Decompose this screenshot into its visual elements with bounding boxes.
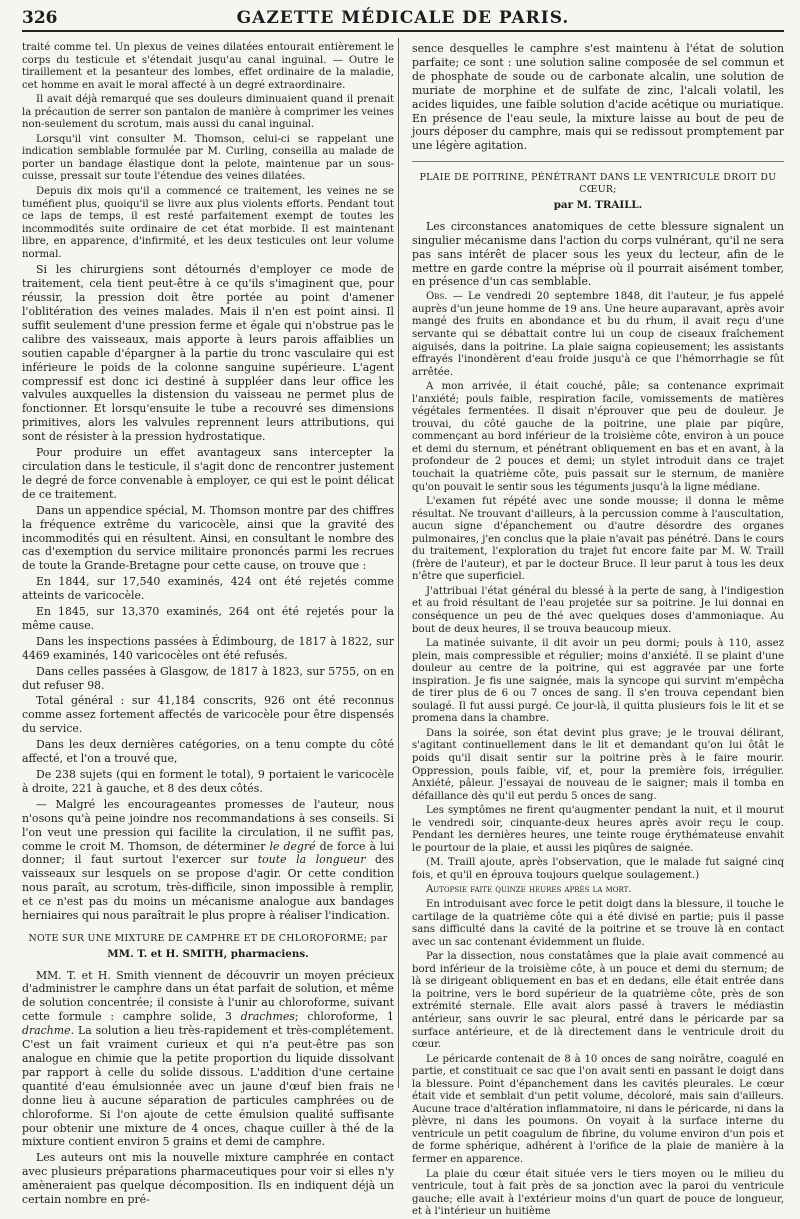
- section-author: MM. T. et H. SMITH, pharmaciens.: [107, 947, 309, 960]
- column-divider: [398, 38, 399, 1088]
- paragraph: Dans les deux dernières catégories, on a tenu compte du côté affecté, et l'on a trouvé que,: [22, 738, 394, 766]
- italic-text: toute la longueur: [257, 853, 366, 867]
- paragraph: Il avait déjà remarqué que ses douleurs diminuaient quand il prenait la précaution de serrer son pantalon de manière à comprimer les veines non-seulement du scrotum, mais aussi du canal inguinal.: [22, 94, 394, 131]
- paragraph: sence desquelles le camphre s'est maintenu à l'état de solution parfaite; ce sont : une solution saline composée de sel commun et de phosphate de soude ou de carbonate alcalin, une solution de muriate de morphine et de sulfate de zinc, l'alcali volatil, les acides liquides, une faible solution d'acide acétique ou muriatique. En présence de l'eau seule, la mixture laisse au bout de peu de jours déposer du camphre, mais qui se redissout promptement par une légère agitation.: [412, 42, 784, 153]
- paragraph: Dans celles passées à Glasgow, de 1817 à 1823, sur 5755, on en dut refuser 98.: [22, 664, 394, 692]
- paragraph: Total général : sur 41,184 conscrits, 926 ont été reconnus comme assez fortement affectés de varicocèle pour être dispensés du service.: [22, 694, 394, 736]
- paragraph: L'examen fut répété avec une sonde mousse; il donna le même résultat. Ne trouvant d'ailleurs, à la percussion comme à l'auscultation, aucun signe d'épanchement ou d'autre désordre des organes pulmonaires, j'en conclus que la plaie n'avait pas pénétré. Dans le cours du traitement, l'exploration du trajet fut encore faite par M. W. Traill (frère de l'auteur), et par le docteur Bruce. Il leur parut à tous les deux n'être que superficiel.: [412, 496, 784, 583]
- text-run: MM. T. et H. Smith viennent de découvrir un moyen précieux d'administrer le camphre dans un état parfait de solution, et même de solution concentrée; il consiste à l'unir au chloroforme, suivant cette formule : camphre solide, 3: [22, 968, 394, 1024]
- journal-title: GAZETTE MÉDICALE DE PARIS.: [236, 8, 570, 28]
- italic-text: le degré: [269, 839, 316, 853]
- paragraph: La matinée suivante, il dit avoir un peu dormi; pouls à 110, assez plein, mais compressible et régulier; moins d'anxiété. Il se plaint d'une douleur au centre de la poitrine, qui est aggravée par une forte inspiration. Je fis une saignée, mais la syncope qui survint m'empêcha de tirer plus de 6 ou 7 onces de sang. Il s'en trouva cependant bien soulagé. Il fut aussi purgé. Ce jour-là, il quitta plusieurs fois le lit et se promena dans la chambre.: [412, 638, 784, 725]
- paragraph: En 1845, sur 13,370 examinés, 264 ont été rejetés pour la même cause.: [22, 605, 394, 632]
- section-title: NOTE SUR UNE MIXTURE DE CAMPHRE ET DE CHLOROFORME; par: [28, 932, 388, 944]
- paragraph: Dans les inspections passées à Édimbourg, de 1817 à 1822, sur 4469 examinés, 140 varicocèles ont été refusés.: [22, 634, 394, 662]
- paragraph: J'attribuai l'état général du blessé à la perte de sang, à l'indigestion et au froid résultant de l'eau projetée sur sa poitrine. Je lui donnai en conséquence un peu de thé avec quelques doses d'ammoniaque. Au bout de deux heures, il se trouva beaucoup mieux.: [412, 585, 784, 635]
- paragraph: Autopsie faite quinze heures après la mort.: [426, 884, 632, 896]
- text-run: de force à lui donner; il faut surtout l'exercer sur: [22, 839, 395, 867]
- italic-text: drachme: [22, 1024, 71, 1038]
- paragraph: Si les chirurgiens sont détournés d'employer ce mode de traitement, cela tient peut-être à ce qu'ils s'imaginent que, pour réussir, la pression doit être portée au point d'amener l'oblitération des veines malades. Mais il n'en est point ainsi. Il suffit seulement d'une pression ferme et égale qui n'obstrue pas le calibre des vaisseaux, mais apporte à leurs parois affaiblies un soutien capable d'épargner à la partie du tronc vasculaire qui est inférieure le poids de la colonne sanguine supérieure. L'agent compressif est donc ici destiné à suppléer dans leur office les valvules auxquelles la distension du vaisseau ne permet plus de fonctionner. Et lorsqu'ensuite le tube a recouvré ses dimensions primitives, alors les valvules reprennent leurs attributions, qui sont de résister à la pression hydrostatique.: [22, 263, 394, 444]
- paragraph: Depuis dix mois qu'il a commencé ce traitement, les veines ne se tuméfient plus, quoiqu'il se livre aux plus violents efforts. Pendant tout ce laps de temps, il est resté parfaitement exempt de toutes les incommodités suite ordinaire de cet état morbide. Il est maintenant libre, en apparence, d'infirmité, et les deux testicules ont leur volume normal.: [22, 186, 394, 260]
- paragraph: Les auteurs ont mis la nouvelle mixture camphrée en contact avec plusieurs préparations pharmaceutiques pour voir si elles n'y amèneraient pas quelque décomposition. Ils en indiquent déjà un certain nombre en pré-: [22, 1151, 394, 1207]
- paragraph: Dans un appendice spécial, M. Thomson montre par des chiffres la fréquence extrême du varicocèle, ainsi que la gravité des incommodités qui en résultent. Ainsi, en consultant le nombre des cas d'exemption du service militaire prononcés parmi les recrues de toute la Grande-Bretagne pour cette cause, on trouve que :: [22, 503, 394, 573]
- paragraph: Dans la soirée, son état devint plus grave; je le trouvai délirant, s'agitant continuellement dans le lit et demandant qu'on lui ôtât le poids qu'il disait sentir sur la poitrine près à le faire mourir. Oppression, pouls faible, vif, et, pour la première fois, irrégulier. Anxiété, pâleur. J'essayai de nouveau de le saigner; mais il tomba en défaillance dès qu'il eut perdu 5 onces de sang.: [412, 727, 784, 802]
- text-run: ; chloroforme, 1: [294, 1010, 394, 1024]
- paragraph: Par la dissection, nous constatâmes que la plaie avait commencé au bord inférieur de la troisième côte, à un pouce et demi du sternum; de là se dirigeant obliquement en bas et en dedans, elle était entrée dans la poitrine, vers le bord supérieur de la quatrième côte, près de son extrémité sternale. Elle avait alors passé à travers le médiastin antérieur, sans ouvrir le sac pleural, entré dans le péricarde par sa surface antérieure, et de là directement dans le ventricule droit du cœur.: [412, 951, 784, 1051]
- paragraph: En introduisant avec force le petit doigt dans la blessure, il touche le cartilage de la quatrième côte qui a été divisé en partie; puis il passe sans difficulté dans la cavité de la poitrine et se trouve là en contact avec un sac contenant évidemment un fluide.: [412, 899, 784, 948]
- paragraph: traité comme tel. Un plexus de veines dilatées entourait entièrement le corps du testicule et s'étendait jusqu'au canal inguinal. — Outre le tiraillement et la pesanteur des lombes, effet ordinaire de la maladie, cet homme en avait le moral affecté à un degré extraordinaire.: [22, 42, 394, 91]
- text-run: . La solution a lieu très-rapidement et très-complétement. C'est un fait vraiment curieux et qui n'a peut-être pas son analogue en chimie que la petite proportion du liquide dissolvant par rapport à celle du solide dissous. L'addition d'une certaine quantité d'eau émulsionnée avec un jaune d'œuf bien frais ne donne lieu à aucune séparation de particules camphrées ou de chloroforme. Si l'on ajoute de cette émulsion qualité suffisante pour obtenir une mixture de 4 onces, chaque cuiller à thé de la mixture contient environ 5 grains et demi de camphre.: [22, 1024, 394, 1149]
- section-author: par M. TRAILL.: [553, 199, 643, 212]
- page-number: 326: [22, 8, 58, 28]
- paragraph: En 1844, sur 17,540 examinés, 424 ont été rejetés comme atteints de varicocèle.: [22, 575, 394, 603]
- obs-label: Obs.: [426, 291, 448, 303]
- paragraph: Lorsqu'il vint consulter M. Thomson, celui-ci se rappelant une indication semblable formulée par M. Curling, conseilla au malade de porter un bandage élastique dont la pelote, maintenue par un sous-cuisse, pressait sur toute l'étendue des veines dilatées.: [22, 133, 394, 183]
- paragraph: Les symptômes ne firent qu'augmenter pendant la nuit, et il mourut le vendredi soir, cinquante-deux heures après avoir reçu le coup. Pendant les dernières heures, une teinte rouge érythémateuse envahit le pourtour de la plaie, et aussi les piqûres de saignée.: [412, 805, 784, 854]
- right-column: [412, 42, 784, 1218]
- left-column: [22, 42, 395, 1207]
- paragraph: [22, 798, 394, 923]
- text-run: — Le vendredi 20 septembre 1848, dit l'auteur, je fus appelé auprès d'un jeune homme de 19 ans. Une heure auparavant, après avoir mangé des fruits en abondance et bu du rhum, il avait reçu d'une servante qui se débattait contre lui un coup de ciseaux fraîchement aiguisés, dans la poitrine. La plaie saigna copieusement; les assistants effrayés l'inondèrent d'eau froide jusqu'à ce que l'hémorrhagie se fût arrêtée.: [412, 291, 784, 378]
- page-header: [22, 8, 784, 32]
- section-separator: [412, 161, 784, 162]
- paragraph: Le péricarde contenait de 8 à 10 onces de sang noirâtre, coagulé en partie, et constituait ce sac que l'on avait senti en passant le doigt dans la blessure. Point d'épanchement dans les cavités pleurales. Le cœur était vide et semblait d'un petit volume, décoloré, mais sain d'ailleurs. Aucune trace d'altération inflammatoire, ni dans le péricarde, ni dans la plèvre, ni dans les poumons. On voyait à la surface interne du ventricule un petit coagulum de fibrine, du volume environ d'un pois et de forme sphérique, adhérent à l'orifice de la plaie de manière à la fermer en apparence.: [412, 1053, 784, 1165]
- paragraph: Les circonstances anatomiques de cette blessure signalent un singulier mécanisme dans l'action du corps vulnérant, qu'il ne sera pas sans intérêt de placer sous les yeux du lecteur, afin de le mettre en garde contre la méprise où il pourrait aisément tomber, en présence d'un cas semblable.: [412, 219, 784, 289]
- paragraph: (M. Traill ajoute, après l'observation, que le malade fut saigné cinq fois, et qu'il en éprouva toujours quelque soulagement.): [412, 857, 784, 881]
- paragraph: De 238 sujets (qui en forment le total), 9 portaient le varicocèle à droite, 221 à gauche, et 8 des deux côtés.: [22, 768, 394, 795]
- text-run: — Malgré les encourageantes promesses de l'auteur, nous n'osons qu'à peine joindre nos recommandations à ses conseils. Si l'on veut une pression qui facilite la circulation, il ne suffit pas, comme le croit M. Thomson, de déterminer: [22, 797, 394, 853]
- paragraph: [412, 291, 784, 379]
- paragraph: La plaie du cœur était située vers le tiers moyen ou le milieu du ventricule, tout à fait près de sa jonction avec la paroi du ventricule gauche; elle avait à l'extérieur moins d'un quart de pouce de longueur, et à l'intérieur un huitième: [412, 1168, 784, 1218]
- paragraph: [22, 969, 394, 1150]
- section-title: PLAIE DE POITRINE, PÉNÉTRANT DANS LE VENTRICULE DROIT DU CŒUR;: [419, 172, 777, 196]
- paragraph: Pour produire un effet avantageux sans intercepter la circulation dans le testicule, il s'agit donc de rencontrer justement le degré de force convenable à employer, ce qui est le point délicat de ce traitement.: [22, 446, 394, 501]
- text-run: des vaisseaux sur lesquels on se propose d'agir. Or cette condition nous paraît, au scrotum, très-difficile, sinon impossible à remplir, et ce n'est pas du moins un mécanisme analogue aux bandages herniaires qui nous paraîtrait le plus propre à réaliser l'indication.: [22, 853, 395, 923]
- italic-text: drachmes: [240, 1010, 295, 1024]
- paragraph: A mon arrivée, il était couché, pâle; sa contenance exprimait l'anxiété; pouls faible, respiration facile, vomissements de matières végétales fermentées. Il disait n'éprouver que peu de douleur. Je trouvai, du côté gauche de la poitrine, une plaie par piqûre, commençant au bord inférieur de la troisième côte, environ à un pouce et demi du sternum, et pénétrant obliquement en bas et en avant, à la profondeur de 2 pouces et demi; un stylet introduit dans ce trajet touchait la quatrième côte, puis passait sur le sternum, de manière qu'on pouvait le sentir sous les téguments jusqu'à la ligne médiane.: [412, 381, 784, 493]
